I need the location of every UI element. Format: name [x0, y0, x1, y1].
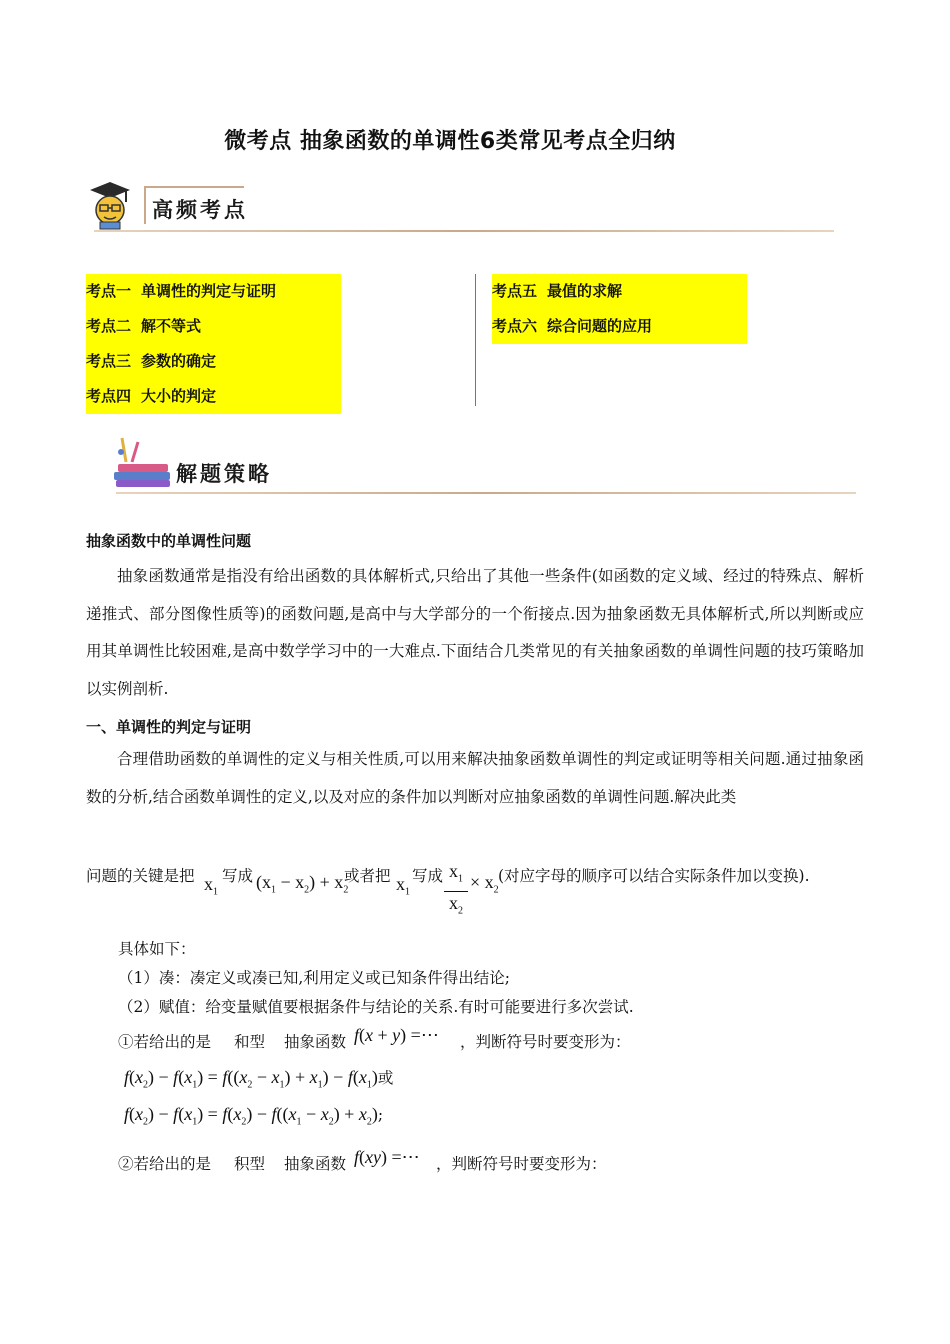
kaodian-right	[492, 274, 747, 344]
heading-abstract-monotonicity: 抽象函数中的单调性问题	[86, 532, 252, 550]
kaodian-text: 综合问题的应用	[547, 317, 653, 335]
books-icon	[110, 436, 174, 492]
kaodian-text: 解不等式	[141, 317, 202, 335]
strategy-banner-title: 解题策略	[176, 461, 272, 486]
kaodian-item-6	[492, 309, 747, 344]
step-1: （1）凑：凑定义或凑已知,利用定义或已知条件得出结论;	[118, 969, 511, 987]
intro-text: 抽象函数通常是指没有给出函数的具体解析式,只给出了其他一些条件(如函数的定义域、经过的特殊点、解析递推式、部分图像性质等)的函数问题,是高中与大学部分的一个衔接点.因为抽象函数无具体解析式,所以判断或应用其单调性比较困难,是高中数学学习中的一大难点.下面结合几类常见的有关抽象函数的单调性问题的技巧策略加以实例剖析.	[86, 567, 864, 698]
detail-intro: 具体如下：	[118, 940, 196, 958]
kaodian-num: 考点五	[492, 282, 538, 300]
kaodian-num: 考点一	[86, 282, 132, 300]
kaodian-item-4	[86, 379, 341, 414]
case-1-post: ，判断符号时要变形为：	[460, 1033, 631, 1051]
step-2: （2）赋值：给变量赋值要根据条件与结论的关系.有时可能要进行多次尝试.	[118, 998, 634, 1016]
kaodian-num: 考点六	[492, 317, 538, 335]
math-times-x2: × $x_2$	[470, 872, 499, 896]
case-1-type: 和型	[234, 1033, 266, 1051]
section-1-paragraph	[86, 741, 864, 816]
kaodian-text: 参数的确定	[141, 352, 217, 370]
strategy-banner	[110, 432, 855, 498]
math-fraction: $x_1$ $x_2$	[444, 860, 468, 922]
key-post: (对应字母的顺序可以结合实际条件加以变换).	[498, 867, 810, 885]
kaodian-num: 考点三	[86, 352, 132, 370]
key-mid1: 写成	[222, 867, 254, 885]
case-1-mid: 抽象函数	[284, 1033, 347, 1051]
kaodian-text: 最值的求解	[547, 282, 623, 300]
formula-sum-1: $f(x_2) - f(x_1) = f((x_2 - x_1) + x_1) - f(x_1)$或	[124, 1067, 394, 1091]
kaodian-item-5	[492, 274, 747, 309]
key-mid2: 或者把	[344, 867, 391, 885]
intro-paragraph	[86, 558, 864, 708]
kaodian-item-3	[86, 344, 341, 379]
section-1-text: 合理借助函数的单调性的定义与相关性质,可以用来解决抽象函数单调性的判定或证明等相关问题.通过抽象函数的分析,结合函数单调性的定义,以及对应的条件加以判断对应抽象函数的单调性问题.解决此类	[86, 750, 864, 806]
math-x1-b: $x_1$	[396, 874, 410, 898]
kaodian-divider	[475, 274, 476, 406]
key-pre: 问题的关键是把	[86, 867, 195, 885]
kaodian-item-2	[86, 309, 341, 344]
page-title: 微考点 抽象函数的单调性6类常见考点全归纳	[224, 129, 676, 154]
case-1-pre: ①若给出的是	[118, 1033, 212, 1051]
graduate-icon	[88, 180, 132, 230]
kaodian-text: 大小的判定	[141, 387, 217, 405]
key-mid3: 写成	[412, 867, 444, 885]
kaodian-item-1	[86, 274, 341, 309]
kaodian-num: 考点二	[86, 317, 132, 335]
or-text: 或	[377, 1069, 394, 1087]
math-x1: $x_1$	[204, 874, 218, 898]
semicolon: ;	[377, 1106, 384, 1124]
freq-banner-title: 高频考点	[152, 197, 248, 222]
math-x1-minus-x2-plus-x2: $(x_1 - x_2) + x_2$	[256, 872, 349, 896]
kaodian-text: 单调性的判定与证明	[141, 282, 277, 300]
case-2-post: ，判断符号时要变形为：	[436, 1155, 607, 1173]
heading-section-1: 一、单调性的判定与证明	[86, 718, 252, 736]
kaodian-left	[86, 274, 341, 414]
case-2-type: 积型	[234, 1155, 266, 1173]
formula-sum-2: $f(x_2) - f(x_1) = f(x_2) - f((x_1 - x_2) + x_2)$;	[124, 1104, 384, 1128]
kaodian-num: 考点四	[86, 387, 132, 405]
math-f-x-plus-y: f(x + y) =⋯	[354, 1025, 439, 1045]
case-2-mid: 抽象函数	[284, 1155, 347, 1173]
freq-banner	[88, 180, 834, 236]
math-f-xy: f(xy) =⋯	[354, 1147, 420, 1167]
case-2-pre: ②若给出的是	[118, 1155, 212, 1173]
